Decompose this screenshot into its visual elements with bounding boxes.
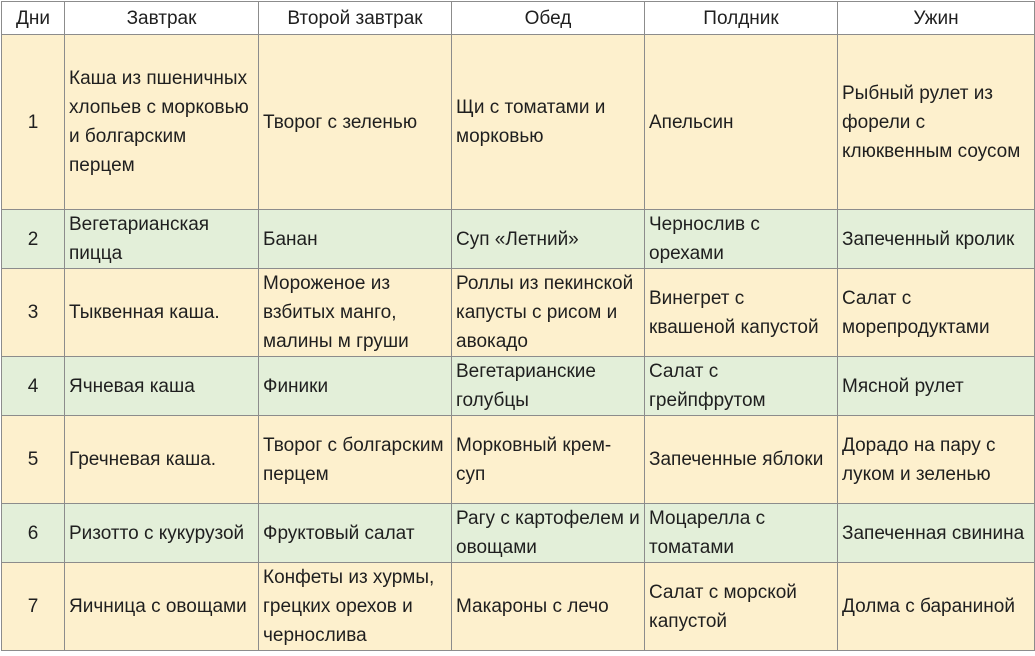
lunch-cell: Макароны с лечо [452, 563, 645, 651]
second-breakfast-cell: Банан [259, 210, 452, 269]
table-row [2, 504, 1035, 563]
day-cell: 3 [2, 269, 65, 357]
snack-cell: Салат с морской капустой [645, 563, 838, 651]
breakfast-cell: Вегетарианская пицца [65, 210, 259, 269]
table-row [2, 563, 1035, 651]
table-row [2, 269, 1035, 357]
lunch-cell: Рагу с картофелем и овощами [452, 504, 645, 563]
second-breakfast-cell: Мороженое из взбитых манго, малины м груши [259, 269, 452, 357]
snack-cell: Моцарелла с томатами [645, 504, 838, 563]
dinner-cell: Дорадо на пару с луком и зеленью [838, 416, 1035, 504]
breakfast-cell: Яичница с овощами [65, 563, 259, 651]
lunch-cell: Морковный крем-суп [452, 416, 645, 504]
dinner-cell: Рыбный рулет из форели с клюквенным соусом [838, 35, 1035, 210]
day-cell: 6 [2, 504, 65, 563]
breakfast-cell: Каша из пшеничных хлопьев с морковью и болгарским перцем [65, 35, 259, 210]
second-breakfast-cell: Фруктовый салат [259, 504, 452, 563]
snack-cell: Салат с грейпфрутом [645, 357, 838, 416]
dinner-cell: Мясной рулет [838, 357, 1035, 416]
breakfast-cell: Ризотто с кукурузой [65, 504, 259, 563]
table-row [2, 416, 1035, 504]
table-row [2, 357, 1035, 416]
snack-cell: Апельсин [645, 35, 838, 210]
day-cell: 7 [2, 563, 65, 651]
header-breakfast: Завтрак [65, 2, 259, 35]
header-row [2, 2, 1035, 35]
dinner-cell: Запеченный кролик [838, 210, 1035, 269]
table-row [2, 35, 1035, 210]
day-cell: 1 [2, 35, 65, 210]
dinner-cell: Салат с морепродуктами [838, 269, 1035, 357]
dinner-cell: Долма с бараниной [838, 563, 1035, 651]
second-breakfast-cell: Конфеты из хурмы, грецких орехов и чернослива [259, 563, 452, 651]
snack-cell: Запеченные яблоки [645, 416, 838, 504]
table-row [2, 210, 1035, 269]
header-lunch: Обед [452, 2, 645, 35]
day-cell: 5 [2, 416, 65, 504]
header-snack: Полдник [645, 2, 838, 35]
lunch-cell: Суп «Летний» [452, 210, 645, 269]
header-days: Дни [2, 2, 65, 35]
day-cell: 4 [2, 357, 65, 416]
breakfast-cell: Ячневая каша [65, 357, 259, 416]
second-breakfast-cell: Творог с зеленью [259, 35, 452, 210]
snack-cell: Чернослив с орехами [645, 210, 838, 269]
lunch-cell: Роллы из пекинской капусты с рисом и авокадо [452, 269, 645, 357]
meal-plan-table [1, 1, 1035, 651]
lunch-cell: Вегетарианские голубцы [452, 357, 645, 416]
day-cell: 2 [2, 210, 65, 269]
snack-cell: Винегрет с квашеной капустой [645, 269, 838, 357]
header-second-breakfast: Второй завтрак [259, 2, 452, 35]
second-breakfast-cell: Финики [259, 357, 452, 416]
header-dinner: Ужин [838, 2, 1035, 35]
breakfast-cell: Гречневая каша. [65, 416, 259, 504]
lunch-cell: Щи с томатами и морковью [452, 35, 645, 210]
dinner-cell: Запеченная свинина [838, 504, 1035, 563]
second-breakfast-cell: Творог с болгарским перцем [259, 416, 452, 504]
breakfast-cell: Тыквенная каша. [65, 269, 259, 357]
